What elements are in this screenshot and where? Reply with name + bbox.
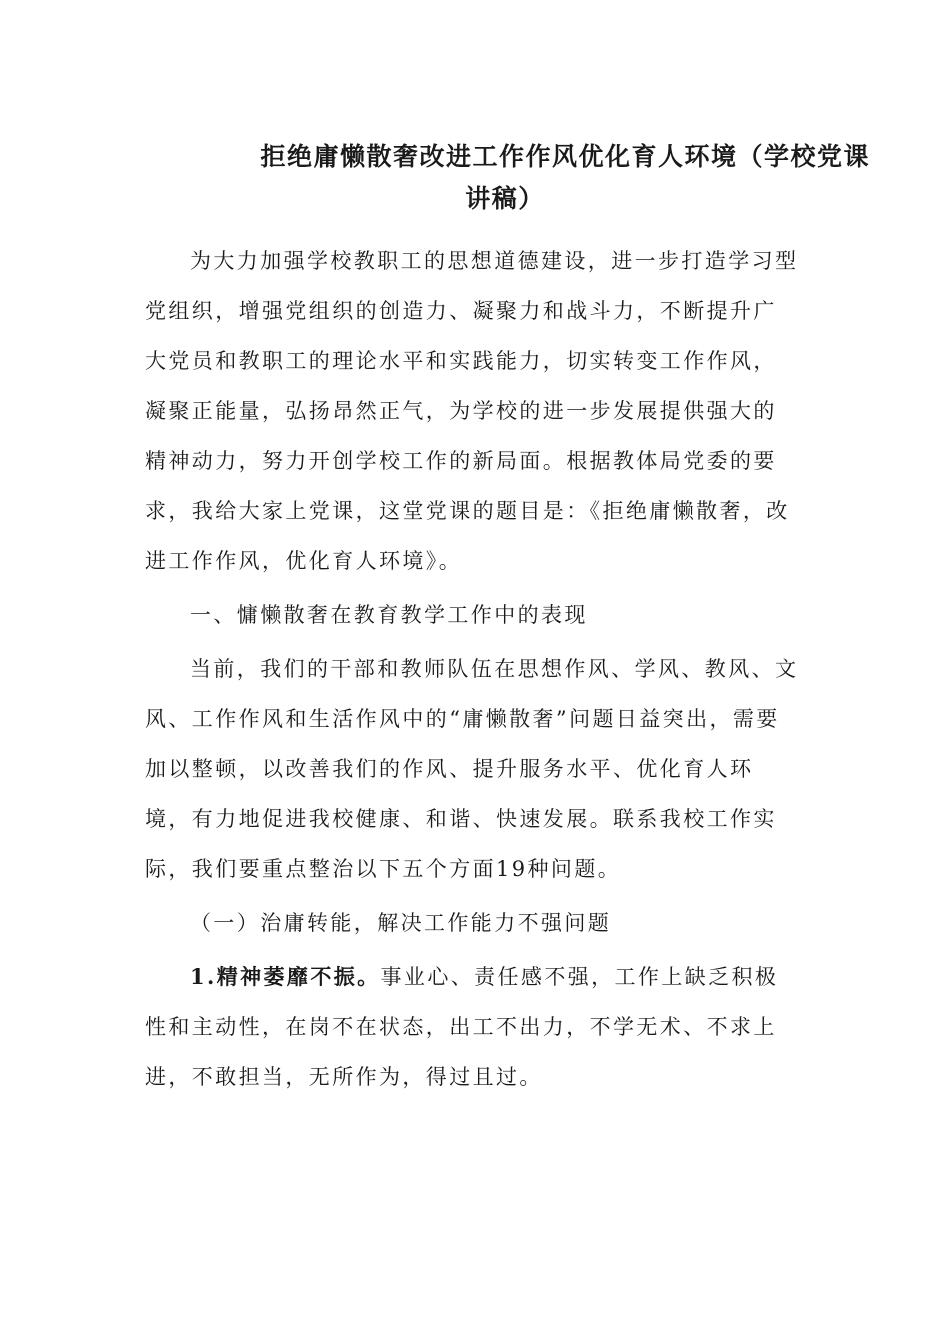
section-paragraph (145, 644, 800, 894)
paragraph-text: 事业心、责任感不强，工作上缺乏积极性和主动性，在岗不在状态，出工不出力，不学无术、不求上进，不敢担当，无所作为，得过且过。 (145, 965, 779, 1089)
paragraph-text: （一）治庸转能，解决工作能力不强问题 (190, 911, 612, 935)
intro-paragraph (145, 236, 800, 586)
paragraph-text: 为大力加强学校教职工的思想道德建设，进一步打造学习型党组织，增强党组织的创造力、凝聚力和战斗力，不断提升广大党员和教职工的理论水平和实践能力，切实转变工作作风，凝聚正能量，弘扬昂然正气，为学校的进一步发展提供强大的精神动力，努力开创学校工作的新局面。根据教体局党委的要求，我给大家上党课，这堂党课的题目是：《拒绝庸懒散奢，改进工作作风，优化育人环境》。 (145, 249, 799, 573)
item-lead: 1.精神萎靡不振。 (190, 964, 381, 989)
item-paragraph-1 (145, 952, 800, 1102)
document-title (140, 136, 870, 220)
section-heading-1 (145, 590, 800, 640)
document-body (145, 236, 800, 1102)
title-line-1: 拒绝庸懒散奢改进工作作风优化育人环境（学校党课 (260, 142, 870, 171)
subsection-heading-1 (145, 898, 800, 948)
paragraph-text: 一、慵懒散奢在教育教学工作中的表现 (190, 603, 588, 627)
title-line-2: 讲稿） (465, 184, 545, 213)
paragraph-text: 当前，我们的干部和教师队伍在思想作风、学风、教风、文风、工作作风和生活作风中的“庸懒散奢”问题日益突出，需要加以整顿，以改善我们的作风、提升服务水平、优化育人环境，有力地促进我校健康、和谐、快速发展。联系我校工作实际，我们要重点整治以下五个方面19种问题。 (145, 657, 799, 881)
